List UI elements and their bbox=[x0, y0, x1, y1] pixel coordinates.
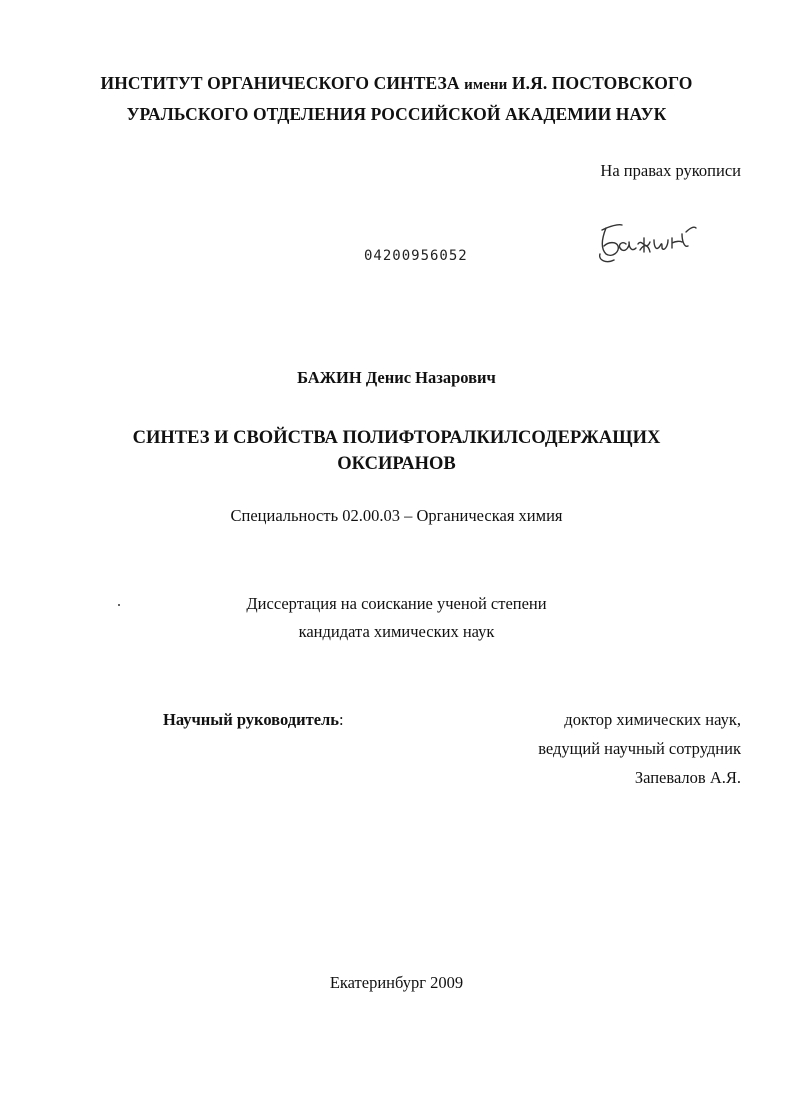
supervisor-position: ведущий научный сотрудник bbox=[538, 739, 741, 758]
author-name: БАЖИН Денис Назарович bbox=[297, 368, 496, 387]
institute-name-part-2: И.Я. ПОСТОВСКОГО bbox=[511, 73, 693, 93]
supervisor-label bbox=[163, 710, 344, 730]
supervisor-label-text: Научный руководитель bbox=[163, 710, 339, 729]
city-year: Екатеринбург 2009 bbox=[329, 973, 464, 992]
serial-number: 04200956052 bbox=[364, 248, 468, 264]
supervisor-label-colon: : bbox=[339, 710, 344, 729]
degree-line-2: кандидата химических наук bbox=[298, 622, 495, 641]
institute-line-1 bbox=[0, 73, 793, 94]
signature-icon bbox=[592, 208, 702, 268]
thesis-title-line-2: ОКСИРАНОВ bbox=[337, 454, 456, 474]
specialty: Специальность 02.00.03 – Органическая химия bbox=[230, 506, 563, 525]
supervisor-name: Запевалов А.Я. bbox=[634, 768, 741, 787]
supervisor-degree: доктор химических наук, bbox=[564, 710, 741, 729]
institute-name-part-1: ИНСТИТУТ ОРГАНИЧЕСКОГО СИНТЕЗА bbox=[100, 73, 460, 93]
rights-note: На правах рукописи bbox=[600, 161, 741, 180]
degree-line-1: Диссертация на соискание ученой степени bbox=[246, 594, 547, 613]
institute-line-2: УРАЛЬСКОГО ОТДЕЛЕНИЯ РОССИЙСКОЙ АКАДЕМИИ НАУК bbox=[126, 104, 667, 124]
institute-imeni: имени bbox=[464, 77, 508, 93]
thesis-title-line-1: СИНТЕЗ И СВОЙСТВА ПОЛИФТОРАЛКИЛСОДЕРЖАЩИХ bbox=[132, 428, 661, 448]
